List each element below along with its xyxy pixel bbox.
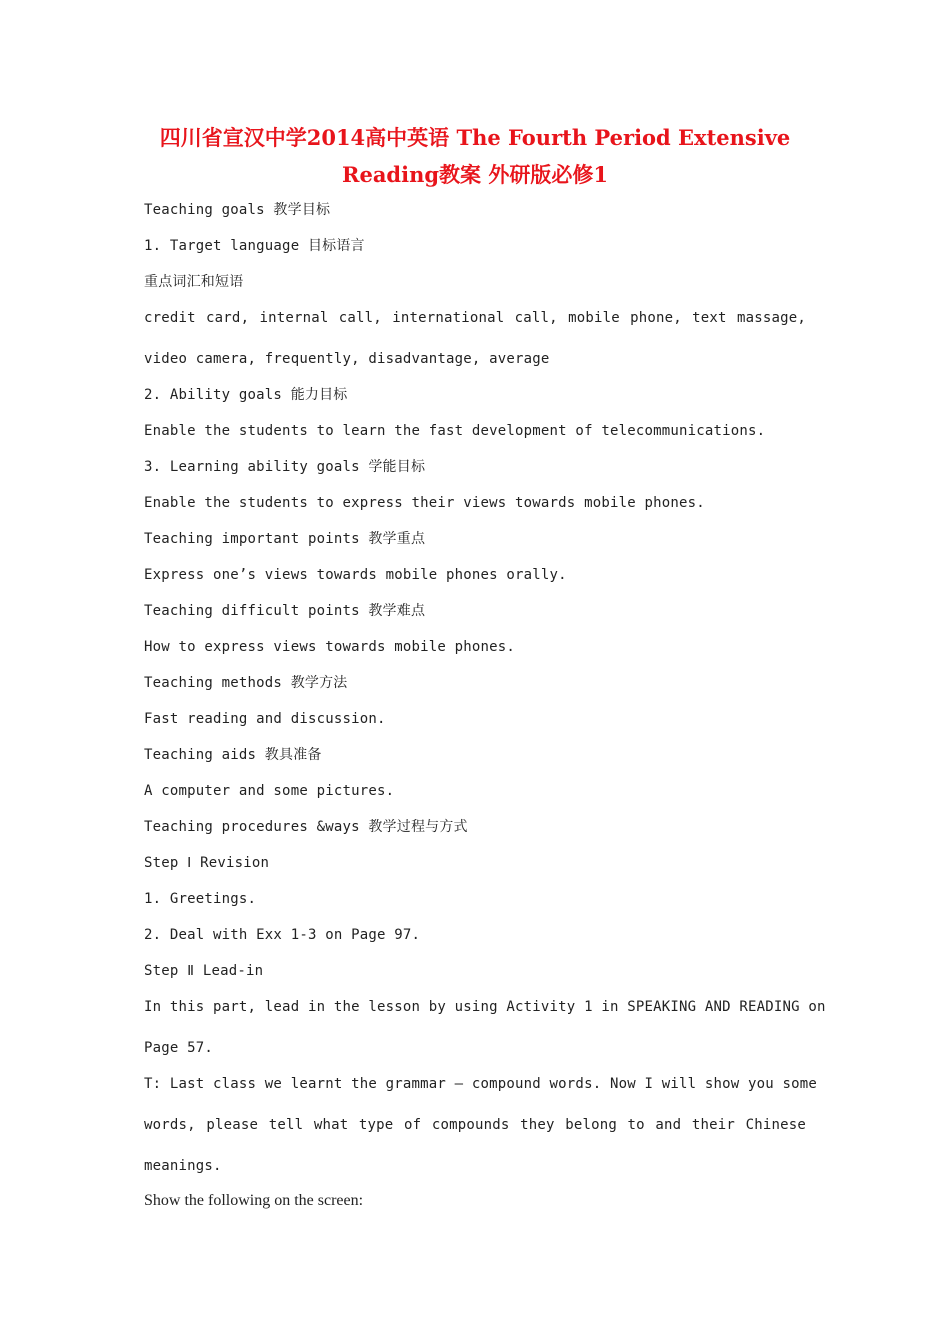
heading-difficult-points: Teaching difficult points 教学难点 — [144, 603, 426, 619]
heading-ability-goals: 2. Ability goals 能力目标 — [144, 387, 348, 403]
difficult-points-text: How to express views towards mobile phones. — [144, 639, 516, 655]
lead-in-text-line-2: Page 57. — [144, 1040, 214, 1056]
heading-teaching-goals: Teaching goals 教学目标 — [144, 202, 331, 218]
heading-teaching-procedures: Teaching procedures &ways 教学过程与方式 — [144, 819, 468, 835]
step-1-item-1: 1. Greetings. — [144, 891, 257, 907]
heading-teaching-aids: Teaching aids 教具准备 — [144, 747, 322, 763]
teaching-methods-text: Fast reading and discussion. — [144, 711, 386, 727]
heading-step-1-revision: Step Ⅰ Revision — [144, 855, 270, 871]
vocabulary-line-2: video camera, frequently, disadvantage, average — [144, 351, 550, 367]
teacher-speech-line-3: meanings. — [144, 1158, 222, 1174]
teacher-speech-line-2: words, please tell what type of compounds they belong to and their Chinese — [144, 1117, 806, 1133]
document-title-line-1: 四川省宣汉中学2014高中英语 The Fourth Period Extensive — [159, 125, 791, 150]
heading-step-2-lead-in: Step Ⅱ Lead-in — [144, 963, 264, 979]
heading-teaching-methods: Teaching methods 教学方法 — [144, 675, 348, 691]
vocabulary-line-1: credit card, internal call, international call, mobile phone, text massage, — [144, 310, 806, 326]
ability-goals-text: Enable the students to learn the fast development of telecommunications. — [144, 423, 766, 439]
heading-target-language: 1. Target language 目标语言 — [144, 238, 365, 254]
teaching-aids-text: A computer and some pictures. — [144, 783, 395, 799]
heading-learning-ability-goals: 3. Learning ability goals 学能目标 — [144, 459, 426, 475]
teacher-speech-line-1: T: Last class we learnt the grammar — compound words. Now I will show you some — [144, 1076, 818, 1092]
screen-instruction: Show the following on the screen: — [144, 1192, 364, 1209]
document-title-line-2: Reading教案 外研版必修1 — [342, 162, 608, 187]
lead-in-text-line-1: In this part, lead in the lesson by using Activity 1 in SPEAKING AND READING on — [144, 999, 826, 1015]
learning-ability-goals-text: Enable the students to express their views towards mobile phones. — [144, 495, 705, 511]
step-1-item-2: 2. Deal with Exx 1-3 on Page 97. — [144, 927, 421, 943]
heading-important-points: Teaching important points 教学重点 — [144, 531, 426, 547]
important-points-text: Express one’s views towards mobile phones orally. — [144, 567, 567, 583]
heading-key-vocabulary: 重点词汇和短语 — [144, 274, 244, 290]
